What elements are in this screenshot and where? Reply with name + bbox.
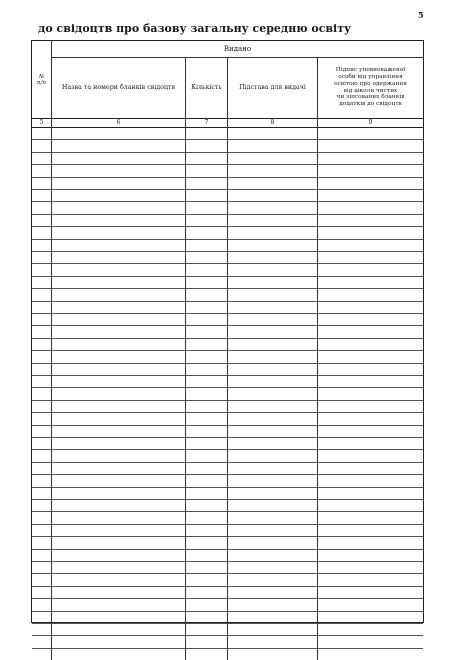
table-cell [318, 387, 423, 399]
table-cell [318, 437, 423, 449]
table-row [32, 127, 423, 140]
column-number: 5 [32, 118, 52, 127]
table-cell [52, 164, 186, 176]
table-cell [186, 251, 228, 263]
table-cell [318, 400, 423, 412]
table-cell [318, 201, 423, 213]
table-cell [318, 288, 423, 300]
table-row [32, 437, 423, 450]
table-cell [318, 449, 423, 461]
table-cell [186, 177, 228, 189]
ledger-table [31, 40, 424, 623]
table-cell [186, 301, 228, 313]
table-row [32, 288, 423, 301]
table-cell [228, 474, 318, 486]
table-row [32, 375, 423, 388]
table-cell [186, 164, 228, 176]
table-cell [318, 239, 423, 251]
table-cell [318, 487, 423, 499]
table-cell [228, 536, 318, 548]
table-cell [318, 474, 423, 486]
table-cell [52, 611, 186, 623]
table-cell [32, 611, 52, 623]
table-cell [32, 177, 52, 189]
column-number: 9 [368, 119, 373, 126]
table-cell [52, 425, 186, 437]
table-cell [186, 263, 228, 275]
table-cell [52, 152, 186, 164]
table-cell [318, 511, 423, 523]
table-cell [52, 462, 186, 474]
table-cell [228, 549, 318, 561]
table-cell [32, 189, 52, 201]
table-body [32, 127, 423, 622]
table-cell [32, 214, 52, 226]
table-cell [52, 313, 186, 325]
table-cell [32, 263, 52, 275]
table-cell [52, 623, 186, 635]
table-row [32, 400, 423, 413]
table-cell [52, 239, 186, 251]
table-cell [52, 189, 186, 201]
table-cell [32, 586, 52, 598]
table-cell [318, 251, 423, 263]
table-cell [32, 301, 52, 313]
table-cell [228, 226, 318, 238]
table-cell [318, 139, 423, 151]
table-cell [52, 375, 186, 387]
table-cell [186, 127, 228, 139]
table-cell [52, 338, 186, 350]
table-row [32, 462, 423, 475]
table-row [32, 338, 423, 351]
table-cell [32, 561, 52, 573]
table-cell [32, 226, 52, 238]
table-cell [52, 598, 186, 610]
table-cell [228, 611, 318, 623]
table-cell [228, 139, 318, 151]
table-cell [186, 412, 228, 424]
table-cell [186, 350, 228, 362]
column-number: 6 [52, 118, 186, 127]
table-cell [186, 573, 228, 585]
table-cell [32, 573, 52, 585]
table-cell [186, 586, 228, 598]
table-cell [32, 511, 52, 523]
header-quantity: Кількість [186, 57, 228, 118]
table-cell [228, 325, 318, 337]
table-cell [228, 189, 318, 201]
table-cell [52, 276, 186, 288]
header-blank-names: Назва та номери бланків свідоцтв [52, 57, 186, 118]
table-cell [228, 350, 318, 362]
table-cell [52, 549, 186, 561]
table-cell [52, 561, 186, 573]
table-row [32, 412, 423, 425]
column-number: 8 [228, 118, 318, 127]
table-cell [186, 139, 228, 151]
table-row [32, 561, 423, 574]
table-cell [228, 573, 318, 585]
header-signature: Підпис уповноваженої особи від управління освітою про одержання від школи чистих чи зіпсованих бланків додатків до свідоцтв [334, 67, 407, 108]
table-cell [52, 226, 186, 238]
table-cell [186, 276, 228, 288]
table-cell [186, 338, 228, 350]
table-cell [32, 598, 52, 610]
table-cell [52, 524, 186, 536]
table-row [32, 276, 423, 289]
table-cell [186, 474, 228, 486]
table-cell [228, 511, 318, 523]
table-cell [186, 499, 228, 511]
table-cell [52, 573, 186, 585]
page-title: до свідоцтв про базову загальну середню освіту [38, 22, 352, 35]
table-cell [32, 425, 52, 437]
table-row [32, 549, 423, 562]
table-cell [32, 375, 52, 387]
table-cell [32, 449, 52, 461]
table-cell [32, 338, 52, 350]
table-cell [318, 536, 423, 548]
table-row [32, 511, 423, 524]
table-cell [186, 239, 228, 251]
table-cell [318, 561, 423, 573]
table-cell [228, 462, 318, 474]
table-cell [228, 239, 318, 251]
table-cell [52, 350, 186, 362]
column-number: 7 [186, 118, 228, 127]
table-row [32, 313, 423, 326]
table-cell [32, 549, 52, 561]
table-cell [318, 524, 423, 536]
table-cell [186, 623, 228, 635]
table-row [32, 164, 423, 177]
table-cell [318, 313, 423, 325]
table-cell [318, 623, 423, 635]
table-row [32, 201, 423, 214]
table-row [32, 586, 423, 599]
table-cell [52, 487, 186, 499]
table-cell [52, 511, 186, 523]
table-row [32, 598, 423, 611]
table-cell [228, 400, 318, 412]
table-cell [32, 363, 52, 375]
table-cell [186, 635, 228, 647]
table-cell [52, 536, 186, 548]
table-cell [228, 387, 318, 399]
table-row [32, 573, 423, 586]
table-cell [32, 127, 52, 139]
table-cell [318, 301, 423, 313]
table-cell [318, 276, 423, 288]
table-cell [318, 499, 423, 511]
table-cell [32, 276, 52, 288]
table-cell [228, 301, 318, 313]
table-cell [32, 313, 52, 325]
page-number: 5 [418, 10, 424, 20]
table-cell [32, 487, 52, 499]
table-cell [52, 301, 186, 313]
table-cell [52, 139, 186, 151]
table-cell [186, 226, 228, 238]
table-cell [32, 412, 52, 424]
table-cell [186, 437, 228, 449]
table-cell [186, 400, 228, 412]
table-cell [318, 164, 423, 176]
table-cell [228, 276, 318, 288]
table-row [32, 226, 423, 239]
table-cell [318, 425, 423, 437]
table-cell [318, 412, 423, 424]
table-cell [52, 499, 186, 511]
table-cell [228, 487, 318, 499]
table-cell [186, 462, 228, 474]
table-cell [52, 449, 186, 461]
table-cell [186, 363, 228, 375]
table-cell [32, 139, 52, 151]
table-cell [186, 511, 228, 523]
table-cell [32, 474, 52, 486]
table-cell [52, 214, 186, 226]
table-row [32, 524, 423, 537]
table-cell [228, 499, 318, 511]
table-row [32, 350, 423, 363]
table-row [32, 152, 423, 165]
table-cell [186, 449, 228, 461]
table-cell [228, 313, 318, 325]
table-cell [52, 177, 186, 189]
table-cell [186, 214, 228, 226]
table-cell [228, 375, 318, 387]
table-cell [32, 462, 52, 474]
table-row [32, 387, 423, 400]
table-row [32, 239, 423, 252]
table-row [32, 251, 423, 264]
table-cell [228, 288, 318, 300]
table-cell [32, 201, 52, 213]
table-cell [318, 152, 423, 164]
table-cell [186, 561, 228, 573]
table-row [32, 449, 423, 462]
table-cell [186, 536, 228, 548]
table-cell [32, 164, 52, 176]
table-cell [52, 635, 186, 647]
table-cell [32, 400, 52, 412]
table-cell [318, 635, 423, 647]
table-row [32, 487, 423, 500]
table-cell [32, 239, 52, 251]
table-cell [32, 350, 52, 362]
table-cell [228, 623, 318, 635]
table-cell [318, 177, 423, 189]
table-row [32, 474, 423, 487]
table-cell [186, 375, 228, 387]
table-cell [186, 549, 228, 561]
table-row [32, 263, 423, 276]
table-cell [52, 437, 186, 449]
table-row [32, 325, 423, 338]
table-cell [52, 127, 186, 139]
table-cell [228, 363, 318, 375]
table-cell [228, 635, 318, 647]
table-cell [32, 524, 52, 536]
table-cell [318, 226, 423, 238]
table-cell [228, 586, 318, 598]
table-row [32, 177, 423, 190]
table-row [32, 214, 423, 227]
header-row-number: № п/п [32, 41, 52, 118]
table-cell [52, 363, 186, 375]
table-cell [318, 549, 423, 561]
table-cell [318, 214, 423, 226]
table-cell [228, 214, 318, 226]
table-cell [318, 375, 423, 387]
table-cell [318, 611, 423, 623]
table-cell [228, 201, 318, 213]
table-cell [228, 263, 318, 275]
table-cell [52, 325, 186, 337]
table-cell [318, 263, 423, 275]
table-cell [228, 338, 318, 350]
table-cell [32, 288, 52, 300]
table-row [32, 301, 423, 314]
header-group-issued: Видано [52, 41, 423, 58]
table-cell [186, 487, 228, 499]
table-row [32, 611, 423, 624]
table-cell [318, 189, 423, 201]
table-row [32, 189, 423, 202]
table-cell [186, 387, 228, 399]
table-row [32, 139, 423, 152]
table-cell [318, 363, 423, 375]
table-cell [186, 189, 228, 201]
table-cell [52, 474, 186, 486]
table-cell [52, 400, 186, 412]
table-cell [228, 251, 318, 263]
table-cell [228, 425, 318, 437]
table-cell [52, 251, 186, 263]
table-cell [32, 536, 52, 548]
table-row [32, 635, 423, 648]
table-cell [52, 586, 186, 598]
table-cell [52, 412, 186, 424]
table-cell [186, 598, 228, 610]
table-row [32, 623, 423, 636]
table-cell [318, 573, 423, 585]
table-cell [32, 499, 52, 511]
table-row [32, 499, 423, 512]
table-cell [318, 598, 423, 610]
table-cell [32, 251, 52, 263]
table-cell [186, 288, 228, 300]
table-cell [228, 561, 318, 573]
table-cell [186, 325, 228, 337]
table-cell [32, 635, 52, 647]
table-cell [32, 325, 52, 337]
table-cell [186, 313, 228, 325]
header-basis: Підстава для видачі [228, 57, 318, 118]
table-cell [186, 524, 228, 536]
table-cell [318, 338, 423, 350]
table-row [32, 363, 423, 376]
table-cell [228, 152, 318, 164]
table-cell [228, 412, 318, 424]
table-cell [318, 350, 423, 362]
table-row [32, 425, 423, 438]
table-cell [228, 524, 318, 536]
table-row [32, 536, 423, 549]
table-header [32, 41, 423, 119]
table-cell [52, 387, 186, 399]
table-cell [318, 586, 423, 598]
table-cell [228, 437, 318, 449]
table-cell [186, 152, 228, 164]
table-cell [186, 201, 228, 213]
table-cell [52, 263, 186, 275]
table-cell [32, 152, 52, 164]
table-cell [186, 425, 228, 437]
table-cell [228, 177, 318, 189]
table-cell [318, 325, 423, 337]
table-cell [186, 611, 228, 623]
table-cell [228, 449, 318, 461]
table-cell [52, 288, 186, 300]
table-cell [32, 623, 52, 635]
table-cell [318, 462, 423, 474]
table-cell [228, 127, 318, 139]
table-cell [228, 598, 318, 610]
table-cell [32, 437, 52, 449]
table-cell [228, 164, 318, 176]
table-cell [52, 201, 186, 213]
table-cell [318, 127, 423, 139]
table-cell [32, 387, 52, 399]
